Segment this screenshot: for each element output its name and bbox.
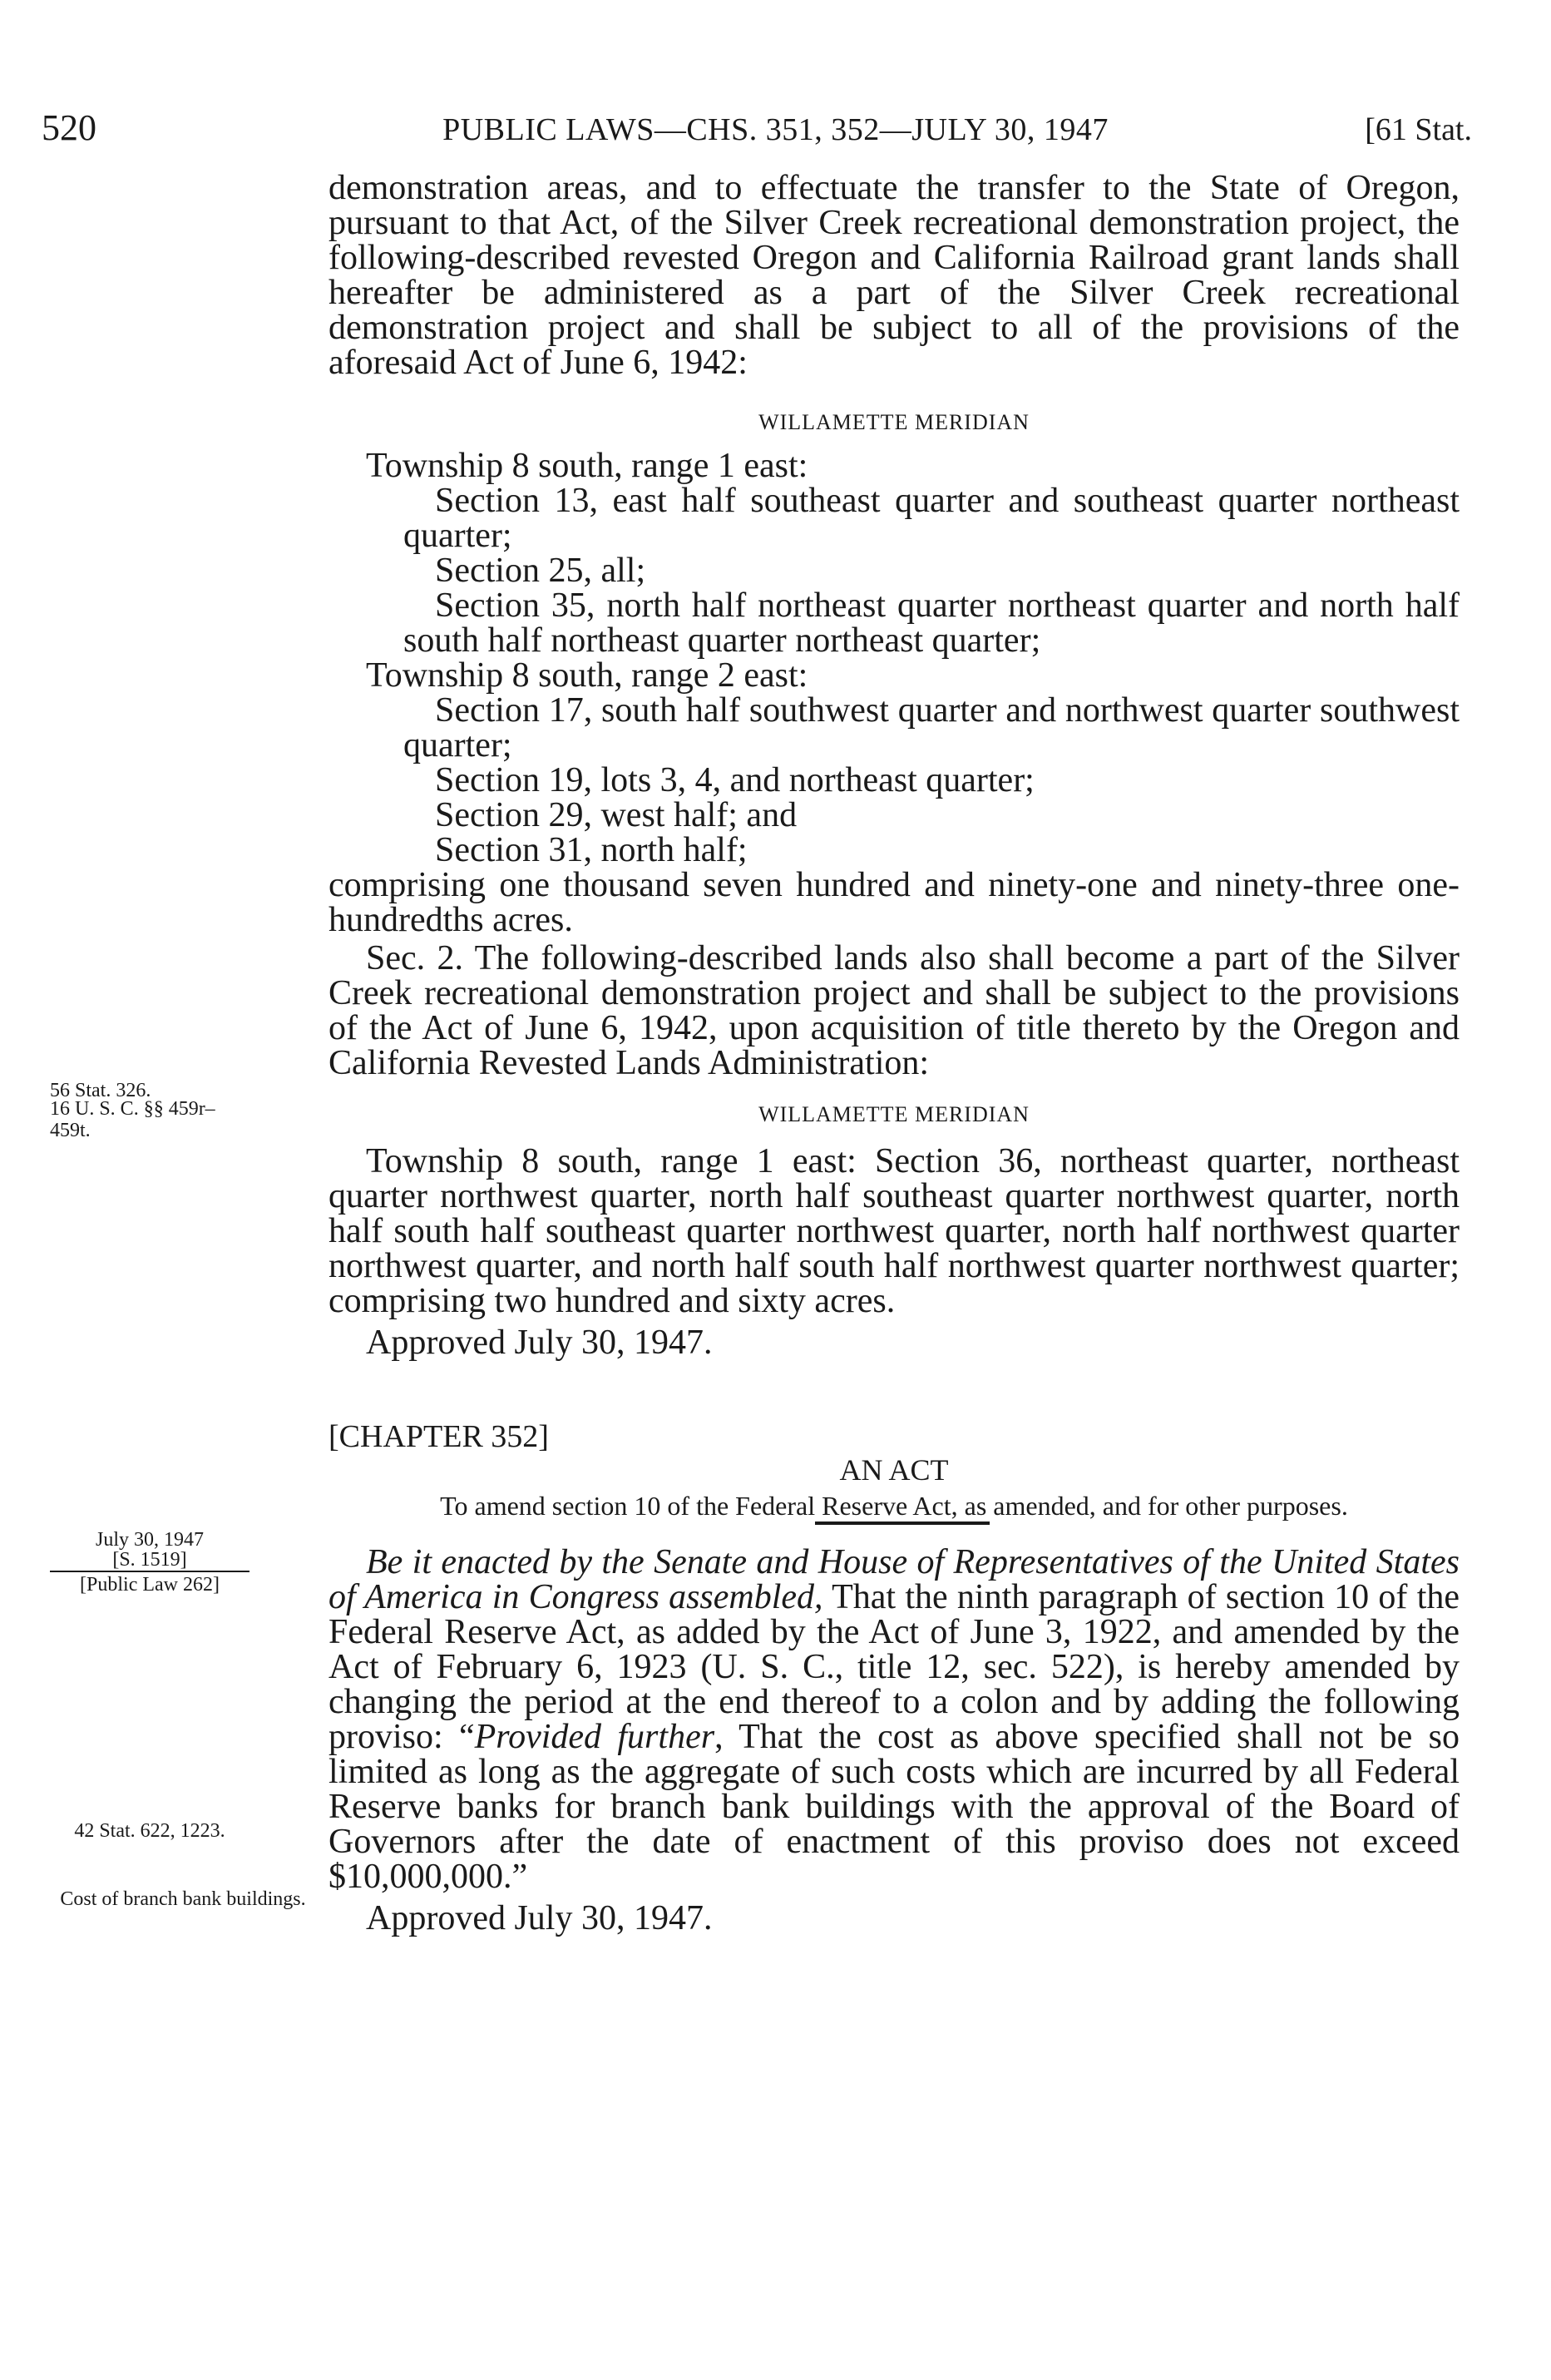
- section-description: Section 29, west half; and: [435, 796, 798, 834]
- approval-line: Approved July 30, 1947.: [366, 1324, 713, 1362]
- acreage-statement: comprising one thousand seven hundred and ninety-one and ninety-three one-hundredths acres.: [328, 866, 1460, 939]
- volume-reference: [61 Stat.: [1365, 112, 1472, 147]
- section-description: Section 17, south half southwest quarter and northwest quarter southwest quarter;: [403, 691, 1460, 764]
- approval-line: Approved July 30, 1947.: [366, 1899, 713, 1937]
- act-purpose: To amend section 10 of the Federal Reserve Act, as amended, and for other purposes.: [440, 1491, 1348, 1521]
- section-description: Section 25, all;: [435, 552, 646, 590]
- meridian-heading: WILLAMETTE MERIDIAN: [758, 1102, 1030, 1126]
- main-text-column: [328, 171, 1460, 1936]
- proviso-text: , That the cost as above specified shall not be so limited as long as the aggregate of such costs which are incurred by all Federal Reserve banks for branch bank buildings with the approval of the Board of Governors after the date of enactment of this proviso does not exceed $10,000,000.”: [328, 1718, 1460, 1896]
- running-title: PUBLIC LAWS—CHS. 351, 352—JULY 30, 1947: [442, 112, 1109, 147]
- margin-date: July 30, 1947: [95, 1529, 204, 1551]
- section-description: Section 13, east half southeast quarter and southeast quarter northeast quarter;: [403, 482, 1460, 555]
- margin-stat-citation: 56 Stat. 326.: [50, 1080, 151, 1101]
- section-2-paragraph: Sec. 2. The following-described lands also shall become a part of the Silver Creek recreational demonstration project and shall be subject to the provisions of the Act of June 6, 1942, upon acquisition of title thereto by the Oregon and California Revested Lands Administration:: [328, 939, 1460, 1082]
- page-number: 520: [42, 107, 96, 148]
- margin-bill-number: [S. 1519]: [112, 1549, 187, 1571]
- margin-subject-note: Cost of branch bank buildings.: [60, 1888, 306, 1910]
- margin-stat-citation: 42 Stat. 622, 1223.: [74, 1820, 225, 1842]
- running-head: [0, 106, 1551, 156]
- amendment-text: That the ninth paragraph of section 10 of the Federal Reserve Act, as added by the Act of June 3, 1922, and amended by the Act of February 6, 1923 (U. S. C., title 12, sec. 522), is hereby amended by changing the period at the end thereof to a colon and by adding the following proviso: “: [328, 1578, 1460, 1756]
- act-heading: AN ACT: [839, 1453, 949, 1487]
- enacting-paragraph: [328, 1545, 1460, 1894]
- section-description: Section 19, lots 3, 4, and northeast quarter;: [435, 761, 1035, 799]
- chapter-number: [CHAPTER 352]: [328, 1419, 549, 1454]
- margin-public-law: [Public Law 262]: [80, 1574, 220, 1596]
- section-description: Section 35, north half northeast quarter northeast quarter and north half south half northeast quarter northeast quarter;: [403, 586, 1460, 660]
- township-line: Township 8 south, range 2 east:: [366, 656, 808, 695]
- enacting-clause: Be it enacted by the Senate and House of Representatives of the United States of America in Congress assembled,: [328, 1543, 1460, 1616]
- meridian-heading: WILLAMETTE MERIDIAN: [758, 410, 1030, 434]
- proviso-phrase: Provided further: [474, 1718, 715, 1756]
- margin-usc-citation: 16 U. S. C. §§ 459r–459t.: [50, 1098, 215, 1141]
- township-line: Township 8 south, range 1 east:: [366, 447, 808, 485]
- margin-rule: [50, 1571, 249, 1572]
- section-description: Section 31, north half;: [435, 831, 748, 869]
- township-description: Township 8 south, range 1 east: Section 36, northeast quarter, northeast quarter northwest quarter, north half southeast quarter northwest quarter, north half south half southeast quarter northwest quarter, north half northwest quarter northwest quarter, and north half south half northwest quarter northwest quarter; comprising two hundred and sixty acres.: [328, 1142, 1460, 1320]
- heading-rule: [815, 1522, 990, 1525]
- ch351-intro-paragraph: demonstration areas, and to effectuate the transfer to the State of Oregon, pursuant to that Act, of the Silver Creek recreational demonstration project, the following-described revested Oregon and California Railroad grant lands shall hereafter be administered as a part of the Silver Creek recreational demonstration project and shall be subject to all of the provisions of the aforesaid Act of June 6, 1942:: [328, 169, 1460, 382]
